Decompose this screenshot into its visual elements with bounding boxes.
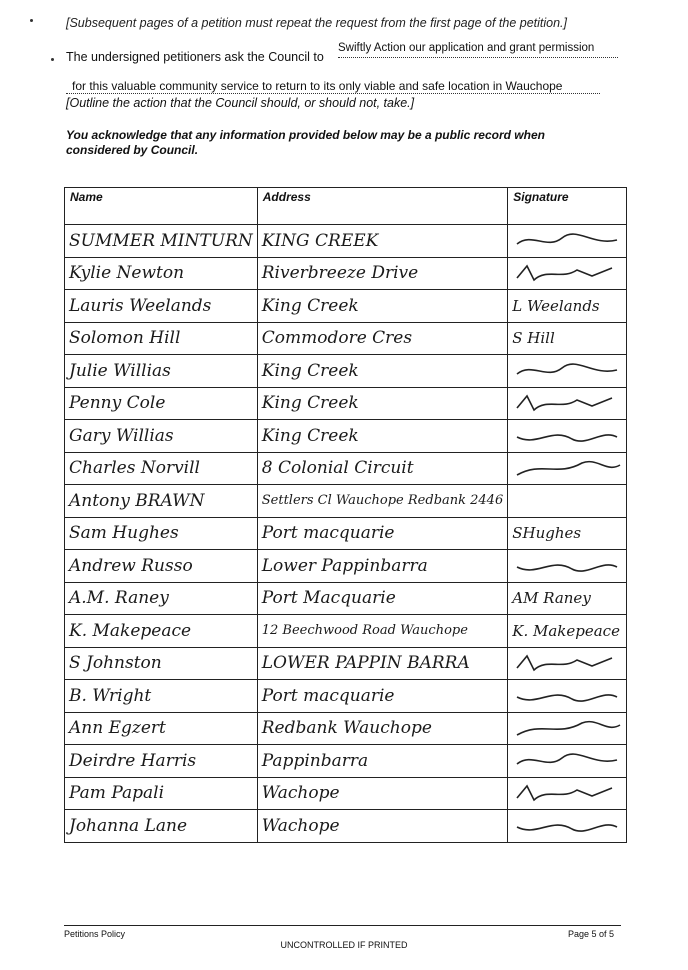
footer-uncontrolled: UNCONTROLLED IF PRINTED	[280, 940, 408, 950]
signature-scribble-icon	[512, 425, 622, 447]
request-line-2: for this valuable community service to return to its only viable and safe location in Wauchope	[66, 79, 600, 94]
petitioner-address: LOWER PAPPIN BARRA	[257, 647, 507, 680]
petitioner-name: Gary Willias	[65, 420, 258, 453]
signature-scribble-icon	[512, 750, 622, 772]
table-row	[65, 485, 627, 518]
petitioner-address: Settlers Cl Wauchope Redbank 2446	[257, 485, 507, 518]
signature-scribble-icon	[512, 262, 622, 284]
table-row	[65, 387, 627, 420]
signature-scribble-icon	[512, 652, 622, 674]
signature-table	[64, 187, 627, 843]
table-row	[65, 615, 627, 648]
petitioner-address: Redbank Wauchope	[257, 712, 507, 745]
petitioner-signature	[508, 452, 627, 485]
table-row	[65, 257, 627, 290]
petitioner-signature	[508, 225, 627, 258]
signature-scribble-icon	[512, 685, 622, 707]
scan-speck	[51, 58, 54, 61]
petitioner-signature	[508, 355, 627, 388]
petitioner-signature	[508, 387, 627, 420]
petitioner-name: Andrew Russo	[65, 550, 258, 583]
petitioner-address: Wachope	[257, 810, 507, 843]
petitioner-address: Commodore Cres	[257, 322, 507, 355]
table-header-row	[65, 188, 627, 225]
scan-speck	[30, 19, 33, 22]
petitioner-signature	[508, 777, 627, 810]
table-row	[65, 745, 627, 778]
petitioner-name: K. Makepeace	[65, 615, 258, 648]
signature-scribble-icon	[512, 392, 622, 414]
petitioner-name: Penny Cole	[65, 387, 258, 420]
footer-divider	[64, 925, 621, 926]
petitioner-name: Kylie Newton	[65, 257, 258, 290]
signature-scribble-icon	[512, 360, 622, 382]
petitioner-signature	[508, 647, 627, 680]
petitioner-signature	[508, 745, 627, 778]
petitioner-address: Wachope	[257, 777, 507, 810]
table-row	[65, 517, 627, 550]
signature-scribble-icon	[512, 457, 622, 479]
petitioner-signature: L Weelands	[508, 290, 627, 323]
request-line-1: Swiftly Action our application and grant permission	[338, 42, 618, 58]
footer-page-number: Page 5 of 5	[567, 929, 614, 939]
signature-scribble-icon	[512, 782, 622, 804]
petitioner-signature	[508, 420, 627, 453]
petitioner-signature: AM Raney	[508, 582, 627, 615]
petitioner-name: Sam Hughes	[65, 517, 258, 550]
petitioner-address: KING CREEK	[257, 225, 507, 258]
signature-scribble-icon	[512, 815, 622, 837]
table-row	[65, 550, 627, 583]
petitioner-address: 8 Colonial Circuit	[257, 452, 507, 485]
petitioner-signature: SHughes	[508, 517, 627, 550]
petitioner-name: Lauris Weelands	[65, 290, 258, 323]
signature-scribble-icon	[512, 555, 622, 577]
request-prefix: The undersigned petitioners ask the Council to	[66, 50, 324, 64]
table-row	[65, 712, 627, 745]
petitioner-address: King Creek	[257, 290, 507, 323]
petition-note: [Subsequent pages of a petition must repeat the request from the first page of the petition.]	[66, 16, 568, 30]
petitioner-name: B. Wright	[65, 680, 258, 713]
petitioner-address: Pappinbarra	[257, 745, 507, 778]
petitioner-address: Lower Pappinbarra	[257, 550, 507, 583]
table-row	[65, 452, 627, 485]
outline-instruction: [Outline the action that the Council should, or should not, take.]	[66, 96, 415, 110]
table-row	[65, 225, 627, 258]
petitioner-signature: S Hill	[508, 322, 627, 355]
petitioner-name: Solomon Hill	[65, 322, 258, 355]
table-row	[65, 420, 627, 453]
petitioner-address: Port Macquarie	[257, 582, 507, 615]
petitioner-name: Julie Willias	[65, 355, 258, 388]
petitioner-name: Ann Egzert	[65, 712, 258, 745]
name-header: Name	[65, 188, 258, 225]
table-row	[65, 582, 627, 615]
petitioner-name: Pam Papali	[65, 777, 258, 810]
petitioner-signature: K. Makepeace	[508, 615, 627, 648]
table-row	[65, 810, 627, 843]
petitioner-signature	[508, 810, 627, 843]
acknowledgement: You acknowledge that any information provided below may be a public record when considered by Council.	[66, 128, 545, 157]
petitioner-name: Antony BRAWN	[65, 485, 258, 518]
address-header: Address	[257, 188, 507, 225]
petitioner-name: A.M. Raney	[65, 582, 258, 615]
petitioner-name: Deirdre Harris	[65, 745, 258, 778]
table-row	[65, 322, 627, 355]
signature-header: Signature	[508, 188, 627, 225]
signature-scribble-icon	[512, 230, 622, 252]
petitioner-name: Charles Norvill	[65, 452, 258, 485]
petitioner-signature	[508, 680, 627, 713]
petitioner-address: King Creek	[257, 355, 507, 388]
petitioner-signature	[508, 257, 627, 290]
table-row	[65, 355, 627, 388]
table-row	[65, 647, 627, 680]
table-row	[65, 777, 627, 810]
petitioner-address: King Creek	[257, 387, 507, 420]
petitioner-signature	[508, 550, 627, 583]
petitioner-address: Port macquarie	[257, 680, 507, 713]
petitioner-address: Port macquarie	[257, 517, 507, 550]
petitioner-signature	[508, 712, 627, 745]
petitioner-signature	[508, 485, 627, 518]
petitioner-address: King Creek	[257, 420, 507, 453]
table-row	[65, 290, 627, 323]
petitioner-name: SUMMER MINTURN	[65, 225, 258, 258]
petitioner-name: S Johnston	[65, 647, 258, 680]
petitioner-name: Johanna Lane	[65, 810, 258, 843]
footer-policy: Petitions Policy	[64, 929, 126, 939]
signature-scribble-icon	[512, 717, 622, 739]
petitioner-address: Riverbreeze Drive	[257, 257, 507, 290]
table-row	[65, 680, 627, 713]
petitioner-address: 12 Beechwood Road Wauchope	[257, 615, 507, 648]
